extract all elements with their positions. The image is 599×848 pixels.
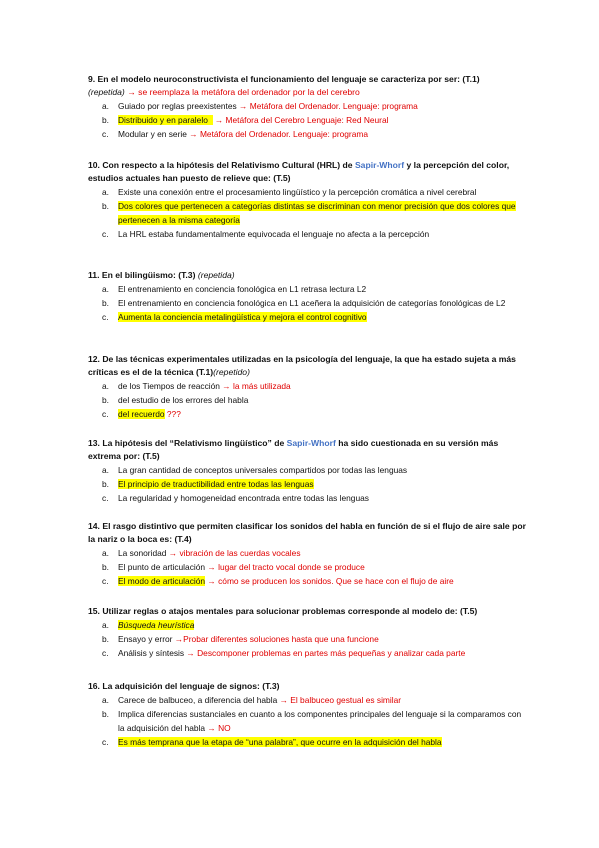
option-letter: b. [102, 709, 109, 719]
options-list [88, 464, 528, 505]
option-letter: c. [102, 409, 109, 419]
option-letter: a. [102, 548, 109, 559]
option-text: Análisis y síntesis [118, 647, 185, 658]
option-text: del estudio de los errores del habla [118, 395, 249, 406]
option-comment: Probar diferentes soluciones hasta que una funcione [183, 634, 379, 644]
question-15 [88, 605, 528, 661]
option-text: Dos colores que pertenecen a categorías distintas se discriminan con menor precisión que dos colores que pertenecen a la misma categoría [118, 201, 516, 225]
option-text: La regularidad y homogeneidad encontrada entre todas las lenguas [118, 493, 369, 503]
options-list [88, 283, 528, 324]
option-a[interactable] [88, 619, 528, 633]
option-letter: b. [102, 201, 109, 212]
question-title: 13. La hipótesis del “Relativismo lingüístico” de Sapir-Whorf ha sido cuestionada en su versión más extrema por: (T.5) [88, 438, 499, 462]
option-letter: b. [102, 479, 109, 490]
question-12 [88, 353, 528, 422]
question-14 [88, 520, 528, 589]
option-b[interactable] [88, 114, 528, 128]
option-text: Ensayo y error [118, 634, 175, 644]
note-line [88, 86, 528, 99]
option-text: El principio de traductibilidad entre todas las lenguas [118, 479, 314, 490]
arrow-icon: → [168, 548, 178, 559]
arrow-icon: → [279, 695, 288, 706]
arrow-icon: → [189, 128, 198, 139]
option-letter: a. [102, 381, 109, 392]
question-9 [88, 73, 528, 142]
option-letter: a. [102, 465, 109, 476]
option-c[interactable] [88, 128, 528, 142]
question-16 [88, 680, 528, 749]
option-c[interactable] [88, 736, 528, 750]
option-text: El modo de articulación [118, 576, 206, 586]
arrow-icon: → [174, 634, 184, 644]
option-text: del recuerdo [118, 409, 165, 419]
option-b[interactable] [88, 200, 528, 228]
option-letter: a. [102, 187, 109, 198]
option-b[interactable] [88, 297, 528, 311]
question-title: 14. El rasgo distintivo que permiten clasificar los sonidos del habla en función de si el flujo de aire sale por la nariz o la boca es: (T.4) [88, 521, 526, 545]
option-text: El punto de articulación [118, 562, 206, 573]
option-comment: la más utilizada [232, 381, 291, 392]
option-a[interactable] [88, 186, 528, 200]
option-text: Carece de balbuceo, a diferencia del habla [118, 695, 278, 706]
option-comment: NO [218, 722, 231, 733]
option-b[interactable] [88, 394, 528, 408]
arrow-icon: → [207, 722, 216, 733]
option-a[interactable] [88, 100, 528, 114]
option-text: El entrenamiento en conciencia fonológica en L1 retrasa lectura L2 [118, 284, 367, 295]
option-a[interactable] [88, 694, 528, 708]
option-letter: a. [102, 695, 109, 706]
author-name: Sapir-Whorf [354, 160, 405, 170]
repetida-note: (repetida) [88, 87, 125, 98]
option-text: Modular y en serie [118, 128, 187, 139]
option-text: de los Tiempos de reacción [118, 381, 220, 392]
note-answer: se reemplaza la metáfora del ordenador por la del cerebro [138, 87, 360, 98]
question-title: 12. De las técnicas experimentales utilizadas en la psicología del lenguaje, la que ha estado sujeta a más críticas es el de la técnica (T.1)(repetido) [88, 354, 516, 378]
option-letter: b. [102, 562, 109, 573]
option-a[interactable] [88, 380, 528, 394]
option-b[interactable] [88, 478, 528, 492]
question-title: 16. La adquisición del lenguaje de signos: (T.3) [88, 681, 280, 691]
option-c[interactable] [88, 311, 528, 325]
option-comment: Metáfora del Ordenador. Lenguaje: programa [249, 101, 418, 112]
author-name: Sapir-Whorf [286, 438, 336, 448]
option-b[interactable] [88, 708, 528, 736]
option-comment: cómo se producen los sonidos. Que se hace con el flujo de aire [218, 576, 454, 586]
option-a[interactable] [88, 547, 528, 561]
repetido-note: (repetido) [213, 367, 250, 378]
arrow-icon: → [127, 87, 136, 98]
option-comment: Metáfora del Cerebro Lenguaje: Red Neural [225, 115, 389, 125]
options-list [88, 186, 528, 241]
arrow-icon: → [222, 381, 231, 392]
option-text: La sonoridad [118, 548, 167, 559]
option-text: La gran cantidad de conceptos universales compartidos por todas las lenguas [118, 465, 408, 476]
option-comment: Metáfora del Ordenador. Lenguaje: programa [199, 128, 369, 139]
option-comment: vibración de las cuerdas vocales [179, 548, 301, 559]
option-letter: b. [102, 395, 109, 406]
repetida-note: (repetida) [197, 270, 235, 280]
options-list [88, 694, 528, 749]
option-c[interactable] [88, 492, 528, 506]
option-letter: b. [102, 115, 109, 125]
option-letter: c. [102, 311, 109, 322]
option-text: Existe una conexión entre el procesamiento lingüístico y la percepción cromática a nivel cerebral [118, 187, 477, 198]
option-c[interactable] [88, 647, 528, 661]
arrow-icon: → [239, 101, 248, 112]
question-title: 10. Con respecto a la hipótesis del Relativismo Cultural (HRL) de Sapir-Whorf y la percepción del color, estudios actuales han puesto de relieve que: (T.5) [88, 160, 510, 184]
option-letter: c. [102, 736, 109, 747]
options-list [88, 380, 528, 421]
option-c[interactable] [88, 575, 528, 589]
option-text: Aumenta la conciencia metalingüística y mejora el control cognitivo [118, 311, 367, 322]
arrow-icon: → [207, 576, 216, 586]
options-list [88, 619, 528, 660]
arrow-icon: → [186, 647, 195, 658]
question-title: 15. Utilizar reglas o atajos mentales para solucionar problemas corresponde al modelo de: (T.5) [88, 606, 478, 616]
option-a[interactable] [88, 283, 528, 297]
question-10 [88, 159, 528, 242]
option-letter: b. [102, 634, 109, 644]
options-list [88, 547, 528, 588]
option-text: Guiado por reglas preexistentes [118, 101, 237, 112]
option-comment: lugar del tracto vocal donde se produce [218, 562, 365, 573]
option-b[interactable] [88, 561, 528, 575]
question-13 [88, 437, 528, 506]
option-letter: c. [102, 647, 109, 658]
option-comment: El balbuceo gestual es similar [290, 695, 402, 706]
option-comment: Descomponer problemas en partes más pequeñas y analizar cada parte [197, 647, 466, 658]
option-text: Búsqueda heurística [118, 620, 195, 631]
option-text: La HRL estaba fundamentalmente equivocada el lenguaje no afecta a la percepción [118, 228, 430, 239]
question-title: 9. En el modelo neuroconstructivista el funcionamiento del lenguaje se caracteriza por ser: (T.1) [88, 74, 480, 84]
option-text: Implica diferencias sustanciales en cuanto a los componentes principales del lenguaje si la comparamos con la adquisición del habla [118, 709, 522, 733]
option-letter: c. [102, 493, 109, 503]
arrow-icon: → [214, 115, 224, 125]
option-letter: a. [102, 284, 109, 295]
option-letter: c. [102, 228, 109, 239]
question-11 [88, 269, 528, 325]
option-text: Es más temprana que la etapa de “una palabra”, que ocurre en la adquisición del habla [118, 736, 442, 747]
question-title: 11. En el bilingüismo: (T.3) (repetida) [88, 270, 235, 280]
options-list [88, 100, 528, 141]
option-a[interactable] [88, 464, 528, 478]
option-letter: b. [102, 298, 109, 308]
option-letter: a. [102, 101, 109, 112]
option-c[interactable] [88, 408, 528, 422]
option-c[interactable] [88, 228, 528, 242]
arrow-icon: → [207, 562, 216, 573]
option-letter: c. [102, 128, 109, 139]
option-comment: ??? [166, 409, 181, 419]
option-b[interactable] [88, 633, 528, 647]
option-letter: c. [102, 576, 109, 586]
option-letter: a. [102, 620, 109, 631]
option-text: Distribuido y en paralelo [118, 115, 208, 125]
option-text: El entrenamiento en conciencia fonológica en L1 aceñera la adquisición de categorías fonológicas de L2 [118, 298, 506, 308]
